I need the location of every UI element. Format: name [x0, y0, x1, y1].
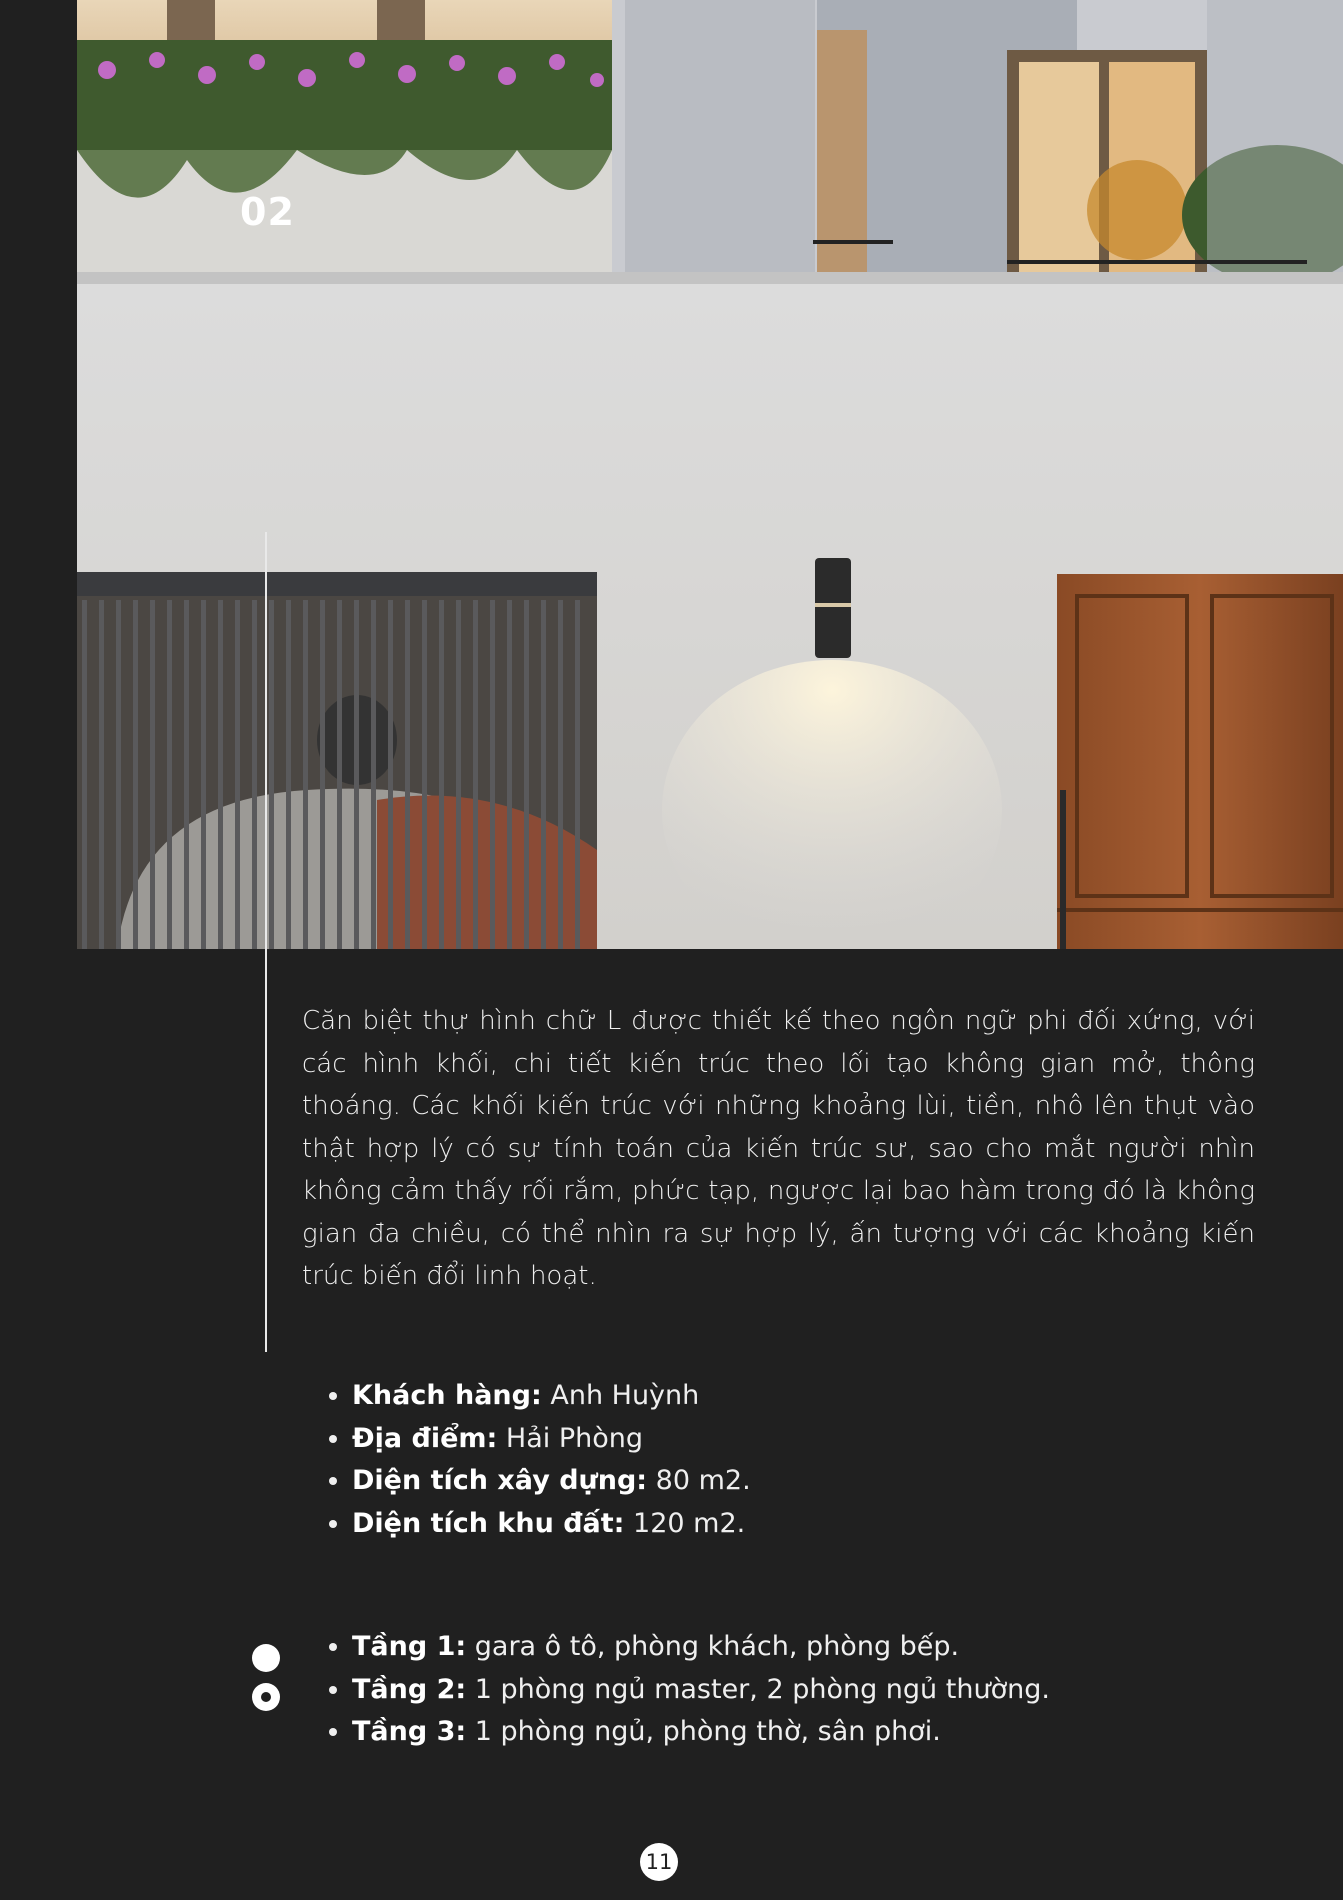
- list-item: [352, 1669, 1252, 1712]
- info-label: Địa điểm:: [352, 1422, 498, 1454]
- info-value: 120 m2.: [624, 1507, 746, 1539]
- project-description: Căn biệt thự hình chữ L được thiết kế theo ngôn ngữ phi đối xứng, với các hình khối, chi tiết kiến trúc theo lối tạo không gian mở, thông thoáng. Các khối kiến trúc với những khoảng lùi, tiền, nhô lên thụt vào thật hợp lý có sự tính toán của kiến trúc sư, sao cho mắt người nhìn không cảm thấy rối rắm, phức tạp, ngược lại bao hàm trong đó là không gian đa chiều, có thể nhìn ra sự hợp lý, ấn tượng với các khoảng kiến trúc biến đổi linh hoạt.: [302, 1006, 1255, 1291]
- decorative-dot-filled: [252, 1644, 280, 1672]
- list-item: [352, 1460, 751, 1503]
- list-item: [352, 1375, 751, 1418]
- decorative-dot-ring: [252, 1683, 280, 1711]
- vertical-divider: [265, 532, 267, 1352]
- info-value: Anh Huỳnh: [541, 1380, 700, 1411]
- floor-label: Tầng 2:: [352, 1673, 467, 1705]
- floor-value: gara ô tô, phòng khách, phòng bếp.: [466, 1631, 960, 1662]
- list-item: [352, 1626, 1252, 1669]
- list-item: [352, 1418, 751, 1461]
- info-value: Hải Phòng: [497, 1422, 644, 1454]
- floor-value: 1 phòng ngủ master, 2 phòng ngủ thường.: [466, 1673, 1050, 1705]
- info-value: 80 m2.: [647, 1465, 751, 1496]
- floor-label: Tầng 1:: [352, 1631, 467, 1662]
- list-item: [352, 1503, 751, 1546]
- list-item: [352, 1711, 1252, 1754]
- info-label: Diện tích xây dựng:: [352, 1465, 648, 1496]
- floor-list: [322, 1626, 1252, 1754]
- floor-value: 1 phòng ngủ, phòng thờ, sân phơi.: [466, 1716, 941, 1747]
- floor-label: Tầng 3:: [352, 1716, 467, 1747]
- section-number: 02: [240, 190, 295, 234]
- info-label: Diện tích khu đất:: [352, 1507, 625, 1539]
- info-label: Khách hàng:: [352, 1380, 542, 1411]
- project-info-list: [322, 1375, 751, 1545]
- page-number: 11: [640, 1843, 678, 1881]
